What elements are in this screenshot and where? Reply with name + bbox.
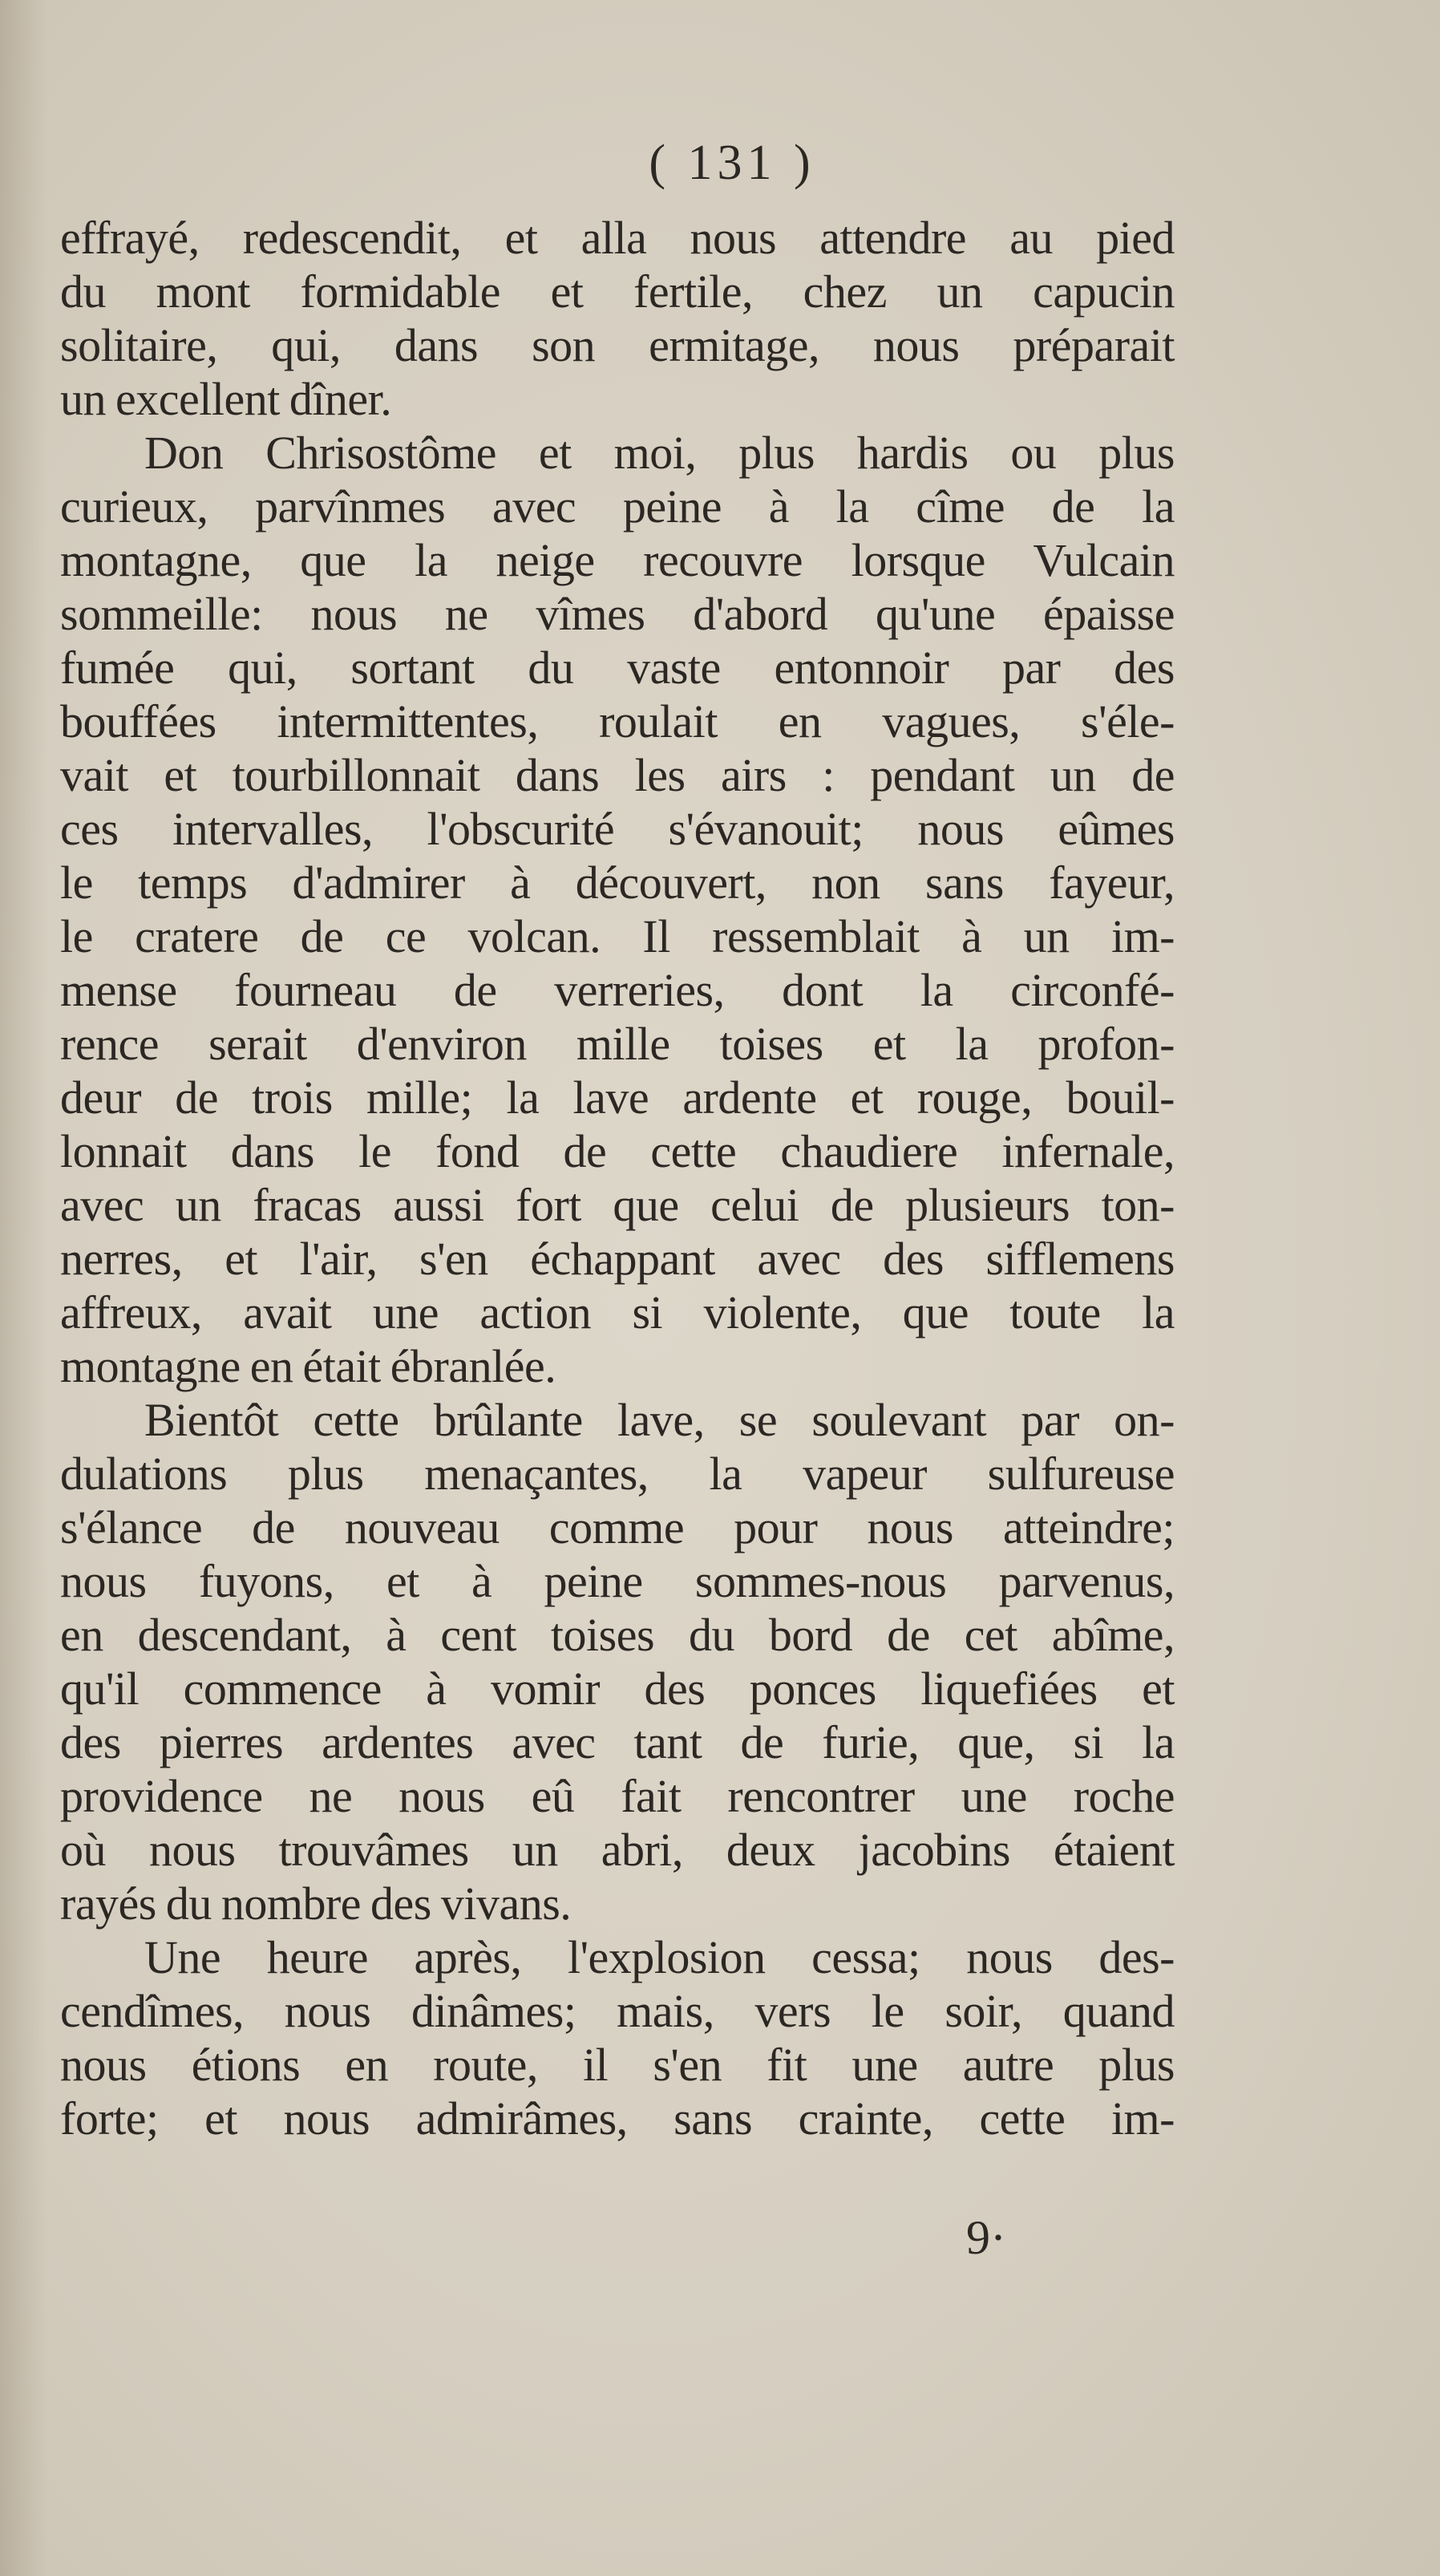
text-line: où nous trouvâmes un abri, deux jacobins étaient bbox=[60, 1824, 1175, 1876]
text-line: cendîmes, nous dinâmes; mais, vers le soir, quand bbox=[60, 1985, 1175, 2037]
text-line: lonnait dans le fond de cette chaudiere infernale, bbox=[60, 1125, 1175, 1177]
text-line: dulations plus menaçantes, la vapeur sulfureuse bbox=[60, 1448, 1175, 1500]
text-line: qu'il commence à vomir des ponces liquefiées et bbox=[60, 1663, 1175, 1715]
text-line: rence serait d'environ mille toises et la profon- bbox=[60, 1018, 1175, 1070]
text-line: bouffées intermittentes, roulait en vagues, s'éle- bbox=[60, 695, 1175, 747]
text-line: nerres, et l'air, s'en échappant avec des sifflemens bbox=[60, 1233, 1175, 1285]
page-number-header: ( 131 ) bbox=[649, 136, 815, 190]
text-line: s'élance de nouveau comme pour nous atteindre; bbox=[60, 1501, 1175, 1553]
text-line: forte; et nous admirâmes, sans crainte, cette im- bbox=[60, 2092, 1175, 2145]
text-line: nous fuyons, et à peine sommes-nous parvenus, bbox=[60, 1555, 1175, 1607]
text-line: Bientôt cette brûlante lave, se soulevant par on- bbox=[144, 1394, 1175, 1446]
text-line: Une heure après, l'explosion cessa; nous des- bbox=[144, 1931, 1175, 1983]
text-line: rayés du nombre des vivans. bbox=[60, 1877, 572, 1930]
text-line: fumée qui, sortant du vaste entonnoir par des bbox=[60, 642, 1175, 694]
text-line: avec un fracas aussi fort que celui de plusieurs ton- bbox=[60, 1179, 1175, 1231]
text-line: curieux, parvînmes avec peine à la cîme de la bbox=[60, 480, 1175, 533]
text-line: en descendant, à cent toises du bord de cet abîme, bbox=[60, 1609, 1175, 1661]
text-line: nous étions en route, il s'en fit une autre plus bbox=[60, 2039, 1175, 2091]
body-text bbox=[60, 211, 1175, 2145]
text-line: des pierres ardentes avec tant de furie, que, si la bbox=[60, 1716, 1175, 1768]
text-line: affreux, avait une action si violente, que toute la bbox=[60, 1286, 1175, 1339]
text-line: sommeille: nous ne vîmes d'abord qu'une épaisse bbox=[60, 588, 1175, 640]
signature-mark: 9· bbox=[966, 2211, 1006, 2264]
text-line: solitaire, qui, dans son ermitage, nous préparait bbox=[60, 319, 1175, 371]
text-line: deur de trois mille; la lave ardente et rouge, bouil- bbox=[60, 1071, 1175, 1124]
text-line: ces intervalles, l'obscurité s'évanouit; nous eûmes bbox=[60, 803, 1175, 855]
text-line: montagne en était ébranlée. bbox=[60, 1340, 556, 1392]
text-line: montagne, que la neige recouvre lorsque Vulcain bbox=[60, 534, 1175, 586]
page-gutter-shadow bbox=[0, 0, 48, 2576]
text-line: mense fourneau de verreries, dont la circonfé- bbox=[60, 964, 1175, 1016]
text-line: providence ne nous eû fait rencontrer une roche bbox=[60, 1770, 1175, 1822]
text-line: vait et tourbillonnait dans les airs : pendant un de bbox=[60, 749, 1175, 801]
text-line: du mont formidable et fertile, chez un capucin bbox=[60, 265, 1175, 318]
text-line: le cratere de ce volcan. Il ressemblait à un im- bbox=[60, 910, 1175, 962]
text-line: Don Chrisostôme et moi, plus hardis ou plus bbox=[144, 427, 1175, 479]
text-line: le temps d'admirer à découvert, non sans fayeur, bbox=[60, 857, 1175, 909]
text-line: un excellent dîner. bbox=[60, 373, 392, 425]
text-line: effrayé, redescendit, et alla nous attendre au pied bbox=[60, 212, 1175, 264]
